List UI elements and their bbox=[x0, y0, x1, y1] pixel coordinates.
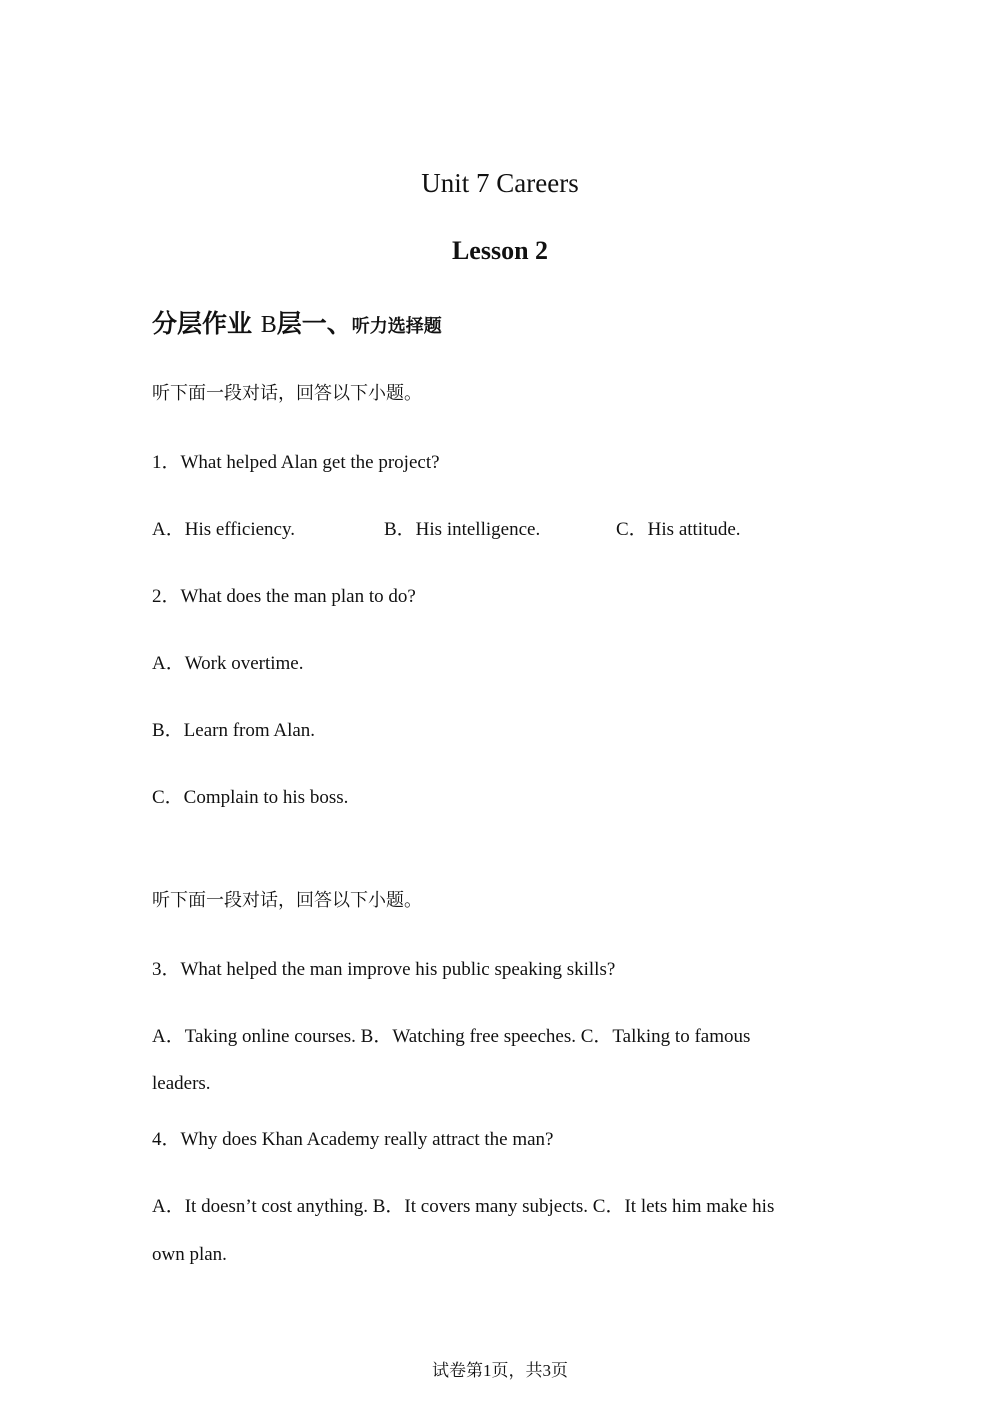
section-level: B bbox=[260, 312, 277, 338]
q2-option-a: A．Work overtime. bbox=[152, 653, 304, 674]
lesson-title: Lesson 2 bbox=[451, 236, 549, 265]
q2-option-c: C．Complain to his boss. bbox=[152, 787, 349, 808]
q4-options-line2: own plan. bbox=[152, 1244, 227, 1265]
section-level-suffix: 层一、 bbox=[276, 309, 352, 338]
section-prefix: 分层作业 bbox=[152, 309, 253, 338]
section-type: 听力选择题 bbox=[351, 316, 442, 337]
unit-title: Unit 7 Careers bbox=[421, 168, 579, 198]
page-footer: 试卷第1页，共3页 bbox=[432, 1361, 568, 1380]
section-heading bbox=[152, 304, 442, 340]
q4-options-line1: A．It doesn’t cost anything. B．It covers many subjects. C．It lets him make his bbox=[152, 1196, 775, 1217]
q3-stem: 3．What helped the man improve his public speaking skills? bbox=[152, 959, 616, 980]
q3-options-line1: A．Taking online courses. B．Watching free speeches. C．Talking to famous bbox=[152, 1026, 751, 1047]
q2-option-b: B．Learn from Alan. bbox=[152, 720, 316, 741]
q1-stem: 1．What helped Alan get the project? bbox=[152, 452, 440, 473]
group1-instruction: 听下面一段对话，回答以下小题。 bbox=[152, 383, 422, 404]
q2-stem: 2．What does the man plan to do? bbox=[152, 586, 416, 607]
q4-stem: 4．Why does Khan Academy really attract the man? bbox=[152, 1129, 554, 1150]
group2-instruction: 听下面一段对话，回答以下小题。 bbox=[152, 890, 422, 911]
q1-option-b: B．His intelligence. bbox=[384, 519, 541, 540]
q1-option-c: C．His attitude. bbox=[616, 519, 741, 540]
q3-options-line2: leaders. bbox=[152, 1073, 211, 1094]
q1-option-a: A．His efficiency. bbox=[152, 519, 295, 540]
